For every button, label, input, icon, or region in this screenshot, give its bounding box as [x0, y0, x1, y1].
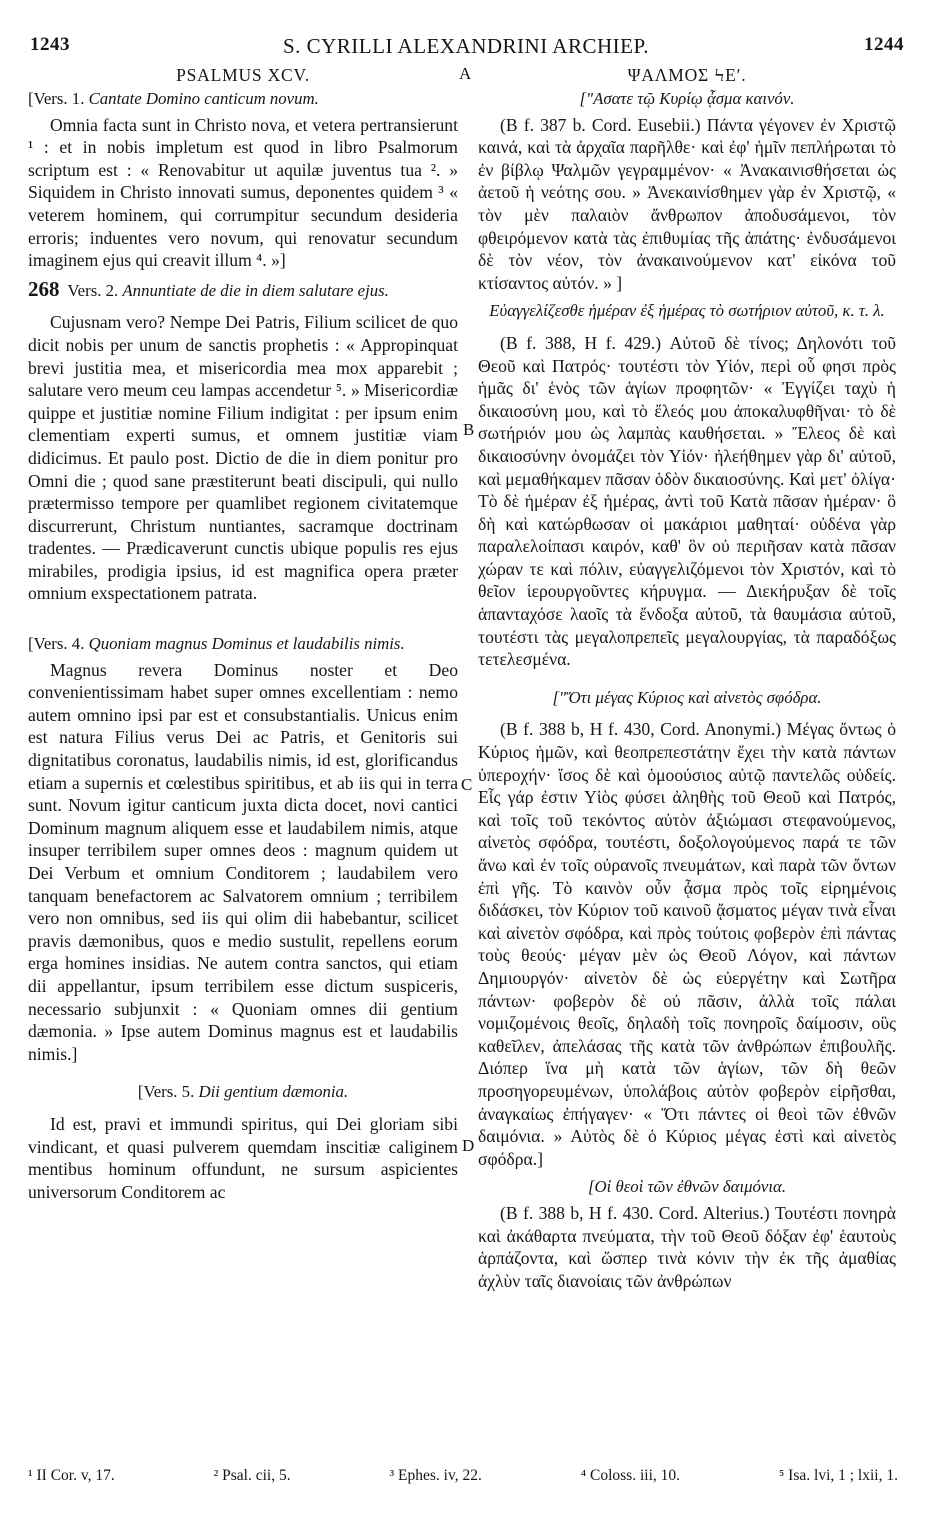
verse-label: [Vers. 1.: [28, 89, 85, 108]
latin-column: [28, 64, 458, 1203]
greek-verse-2: Εὐαγγελίζεσθε ἡμέραν ἐξ ἡμέρας τὸ σωτήριον αὐτοῦ, κ. τ. λ.: [489, 301, 885, 321]
greek-paragraph-3: (B f. 388 b, H f. 430, Cord. Anonymi.) Μέγας ὄντως ὁ Κύριος ἡμῶν, καὶ θεοπρεπεστάτην ἔχει τὴν κατὰ πάντων ὑπεροχήν· ἴσος δὲ καὶ ὁμοούσιος αὐτῷ παντελῶς οὐδείς. Εἷς γάρ ἐστιν Υἱὸς φύσει ἀληθὴς τοῦ Θεοῦ καὶ Πατρός, καὶ τοῖς τοῦ τεκόντος αὐτὸν ἀξιώμασι στεφανούμενος, αἰνετὸς σφόδρα, τουτέστι, δοξολογούμενος παρά τε τῶν ἄνω καὶ ἐν τοῖς οὐρανοῖς πνευμάτων, καὶ παρὰ τῶν ὄντων ἐπὶ γῆς. Τὸ καινὸν οὖν ᾆσμα πρὸς τοῖς εἰρημένοις διδάσκει, τὸν Κύριον τοῦ καινοῦ ᾄσματος μέγαν τινὰ εἶναι καὶ αἰνετὸν σφόδρα, καὶ πρὸς τούτοις φοβερὸν ἐπὶ πάντας τοὺς θεούς· μέγαν μὲν ὡς Θεοῦ Λόγον, καὶ πάντων Δημιουργόν· αἰνετὸν δὲ ὡς εὐεργέτην καὶ Σωτῆρα πάντων· φοβερὸν δὲ οὐ πᾶσιν, ἀλλὰ τοῖς πάλαι νομιζομένοις θεοῖς, δηλαδὴ τοῖς πονηροῖς δαίμοσιν, οὓς καθεῖλεν, ἀπελάσας τῆς κατὰ τῶν ἀνθρώπων ἐπιβουλῆς. Διόπερ ἵνα μὴ κατὰ τῶν ἁγίων, τῶν δὴ θεῶν προσηγορευμένων, ὑπολάβοις αὐτὸν φοβερὸν εἰρῆσθαι, ἀναγκαίως ἐπήγαγεν· « Ὅτι πάντες οἱ θεοὶ τῶν ἐθνῶν δαιμόνια. » Αὐτὸς δὲ ὁ Κύριος μέγας ἐστὶ καὶ αἰνετὸς σφόδρα.]: [478, 719, 896, 1169]
latin-paragraph-4: Id est, pravi et immundi spiritus, qui Dei gloriam sibi vindicant, et quasi pulverem quemdam inscitiæ caliginem mentibus hominum offundunt, ne sursum aspicientes universorum Conditorem ac: [28, 1113, 458, 1202]
verse-label: Vers. 2.: [67, 280, 119, 300]
greek-paragraph-4: (B f. 388 b, H f. 430. Cord. Alterius.) Τουτέστι πονηρὰ καὶ ἀκάθαρτα πνεύματα, τὴν τοῦ Θεοῦ δόξαν ἐφ' ἑαυτοὺς ἁρπάζοντα, καὶ ὥσπερ τινὰ κόνιν τὴν ἐκ τῆς ἀμαθίας ἀχλὺν ταῖς διανοίαις τῶν ἀνθρώπων: [478, 1202, 896, 1291]
greek-verse-4: ["Ὅτι μέγας Κύριος καὶ αἰνετὸς σφόδρα.: [552, 687, 822, 707]
latin-paragraph-3: Magnus revera Dominus noster et Deo convenientissimam habet super omnes excellentiam : nemo autem omnino ipsi par est et consubstantialis. Unicus enim est natura Filius verus Dei ac Patris, et Genitoris sui dignitatibus coronatus, laudabilis nimis, id est, glorificandus etiam a supernis et cœlestibus spiritibus, et ab iis qui in terra sunt. Novum igitur canticum juxta dicta docet, novi cantici Dominum magnum aliquem esse et laudabilem nimis, atque insuper terribilem super omnes deos : magnum quidem ut Dei Verbum et omnium Conditorem ; laudabilem vero tanquam benefactorem ac Salvatorem omnium ; terribilem vero non omnibus, sed iis qui olim dii habebantur, scilicet pravis dæmonibus, quos e medio sustulit, repellens eorum erga homines insidias. Ne autem contra sanctos, qui etiam dii appellantur, ipsum terribilem esse dictum suspiceris, necessario subjunxit : « Quoniam omnes dii gentium dæmonia. » Ipse autem Dominus magnus est et laudabilis nimis.]: [28, 659, 458, 1064]
latin-verse-2: [28, 278, 458, 303]
running-title: S. CYRILLI ALEXANDRINI ARCHIEP.: [282, 34, 650, 58]
verse-text: Cantate Domino canticum novum.: [88, 89, 319, 108]
margin-letter-b: B: [463, 420, 475, 439]
margin-letter-a: A: [459, 64, 472, 83]
footnote-1: ¹ II Cor. v, 17.: [28, 1467, 115, 1484]
column-number: 268: [28, 276, 60, 301]
greek-verse-1: ["Ασατε τῷ Κυρίῳ ᾆσμα καινόν.: [579, 89, 795, 108]
margin-letter-c: C: [461, 775, 473, 794]
latin-verse-5: [28, 1081, 458, 1104]
running-head: [26, 34, 906, 60]
latin-verse-4: [28, 633, 458, 656]
footnotes: [28, 1466, 898, 1486]
verse-label: [Vers. 5.: [137, 1082, 195, 1102]
latin-verse-1: [28, 88, 458, 111]
verse-text: Annuntiate de die in diem salutare ejus.: [122, 280, 389, 300]
greek-column: [478, 64, 896, 1292]
greek-paragraph-1: (B f. 387 b. Cord. Eusebii.) Πάντα γέγονεν ἐν Χριστῷ καινά, καὶ τὰ ἀρχαῖα παρῆλθε· καὶ ἐφ' ἡμῖν πεπλήρωται τὸ ἐν βίβλῳ Ψαλμῶν γεγραμμένον· « Ἀνακαινισθήσεται ὡς ἀετοῦ ἡ νεότης σου. » Ἀνεκαινίσθημεν γὰρ ἐν Χριστῷ, « τὸν μὲν παλαιὸν ἄνθρωπον ἀποδυσάμενοι, τὸν φθειρόμενον κατὰ τὰς ἐπιθυμίας τῆς ἀπάτης· ἐνδυσάμενοι δὲ τὸν νέον, τὸν ἀνακαινούμενον κατ' εἰκόνα τοῦ κτίσαντος αὐτόν. » ]: [478, 114, 896, 293]
latin-paragraph-2: Cujusnam vero? Nempe Dei Patris, Filium scilicet de quo dicit nobis per unum de sanctis prophetis : « Appropinquat brevi justitia mea, et misericordia mea mox apparebit ; salutare vero meum ceu lampas accendetur ⁵. » Misericordiæ quippe et justitiæ nomine Filium indigitat : per ipsum enim clementiam experti sumus, et omnem justitiæ viam didicimus. Et paulo post. Dictio de die in diem ponitur pro Omni die ; quod sane præstiterunt beati discipuli, qui nullo prætermisso tempore per quamlibet regionem civitatemque discurrerunt, Christum nuntiantes, sacramque doctrinam tradentes. — Prædicaverunt cunctis ubique populis res ejus mirabiles, prodigia ipsius, id est magnifica opera præter omnium exspectationem patrata.: [28, 312, 458, 604]
footnote-5: ⁵ Isa. lvi, 1 ; lxii, 1.: [778, 1467, 898, 1484]
greek-verse-5: [Οἱ θεοὶ τῶν ἐθνῶν δαιμόνια.: [587, 1177, 787, 1197]
greek-section-title: ΨΑΛΜΟΣ ϞΕʹ.: [627, 65, 747, 85]
verse-label: [Vers. 4.: [28, 634, 85, 654]
latin-section-title: PSALMUS XCV.: [176, 65, 310, 85]
verse-text: Dii gentium dæmonia.: [198, 1082, 349, 1102]
footnote-2: ² Psal. cii, 5.: [213, 1467, 291, 1484]
page-number-left: 1243: [30, 34, 70, 55]
margin-letter-d: D: [462, 1136, 475, 1155]
footnote-4: ⁴ Coloss. iii, 10.: [580, 1467, 681, 1484]
page-number-right: 1244: [864, 34, 904, 55]
latin-paragraph-1: Omnia facta sunt in Christo nova, et vetera pertransierunt ¹ : et in nobis impletum est quod in libro Psalmorum scriptum est : « Renovabitur ut aquilæ juventus tua ². » Siquidem in Christo innovati sumus, deponentes quidem ³ « veterem hominem, qui corrumpitur secundum desideria erroris; induentes vero novum, qui renovatur secundum imaginem ejus qui creavit illum ⁴. »]: [28, 114, 458, 271]
verse-text: Quoniam magnus Dominus et laudabilis nimis.: [88, 634, 405, 654]
footnote-3: ³ Ephes. iv, 22.: [389, 1467, 482, 1484]
greek-paragraph-2: (B f. 388, H f. 429.) Αὐτοῦ δὲ τίνος; Δηλονότι τοῦ Θεοῦ καὶ Πατρός· τουτέστι τὸν Υἱόν, περὶ οὗ φησι πρὸς ἡμᾶς δι' ἑνὸς τῶν ἁγίων προφητῶν· « Ἐγγίζει ταχὺ ἡ δικαιοσύνη μου, καὶ τὸ ἔλεός μου ἀποκαλυφθῆναι· τὸ δὲ σωτήριόν μου ὡς λαμπὰς καυθήσεται. » Ἔλεος δὲ καὶ δικαιοσύνην ὀνομάζει τὸν Υἱόν· ἠλεήθημεν γὰρ δι' αὐτοῦ, καὶ μεμαθήκαμεν πᾶσαν ὁδὸν δικαιοσύνης. Καὶ μετ' ὀλίγα· Τὸ δὲ ἡμέραν ἐξ ἡμέρας, ἀντὶ τοῦ Κατὰ πᾶσαν ἡμέραν· ὃ δὴ καὶ κατώρθωσαν οἱ μακάριοι μαθηταί· οὐδένα γὰρ παραλελοίπασι καιρόν, καθ' ὃν οὐ περιῆσαν κατὰ πᾶσαν χώραν τε καὶ πόλιν, εὐαγγελιζόμενοι τὸν Χριστόν, καὶ τὸ θεῖον ἱερουργοῦντες κήρυγμα. — Διεκήρυξαν δὲ τοῖς ἁπανταχόσε λαοῖς τὰ ἔνδοξα αὐτοῦ, τὰ θαυμάσια αὐτοῦ, τουτέστι τὰς μεγαλοπρεπεῖς μεγαλουργίας, τὰ παραδόξως τετελεσμένα.: [478, 332, 896, 670]
